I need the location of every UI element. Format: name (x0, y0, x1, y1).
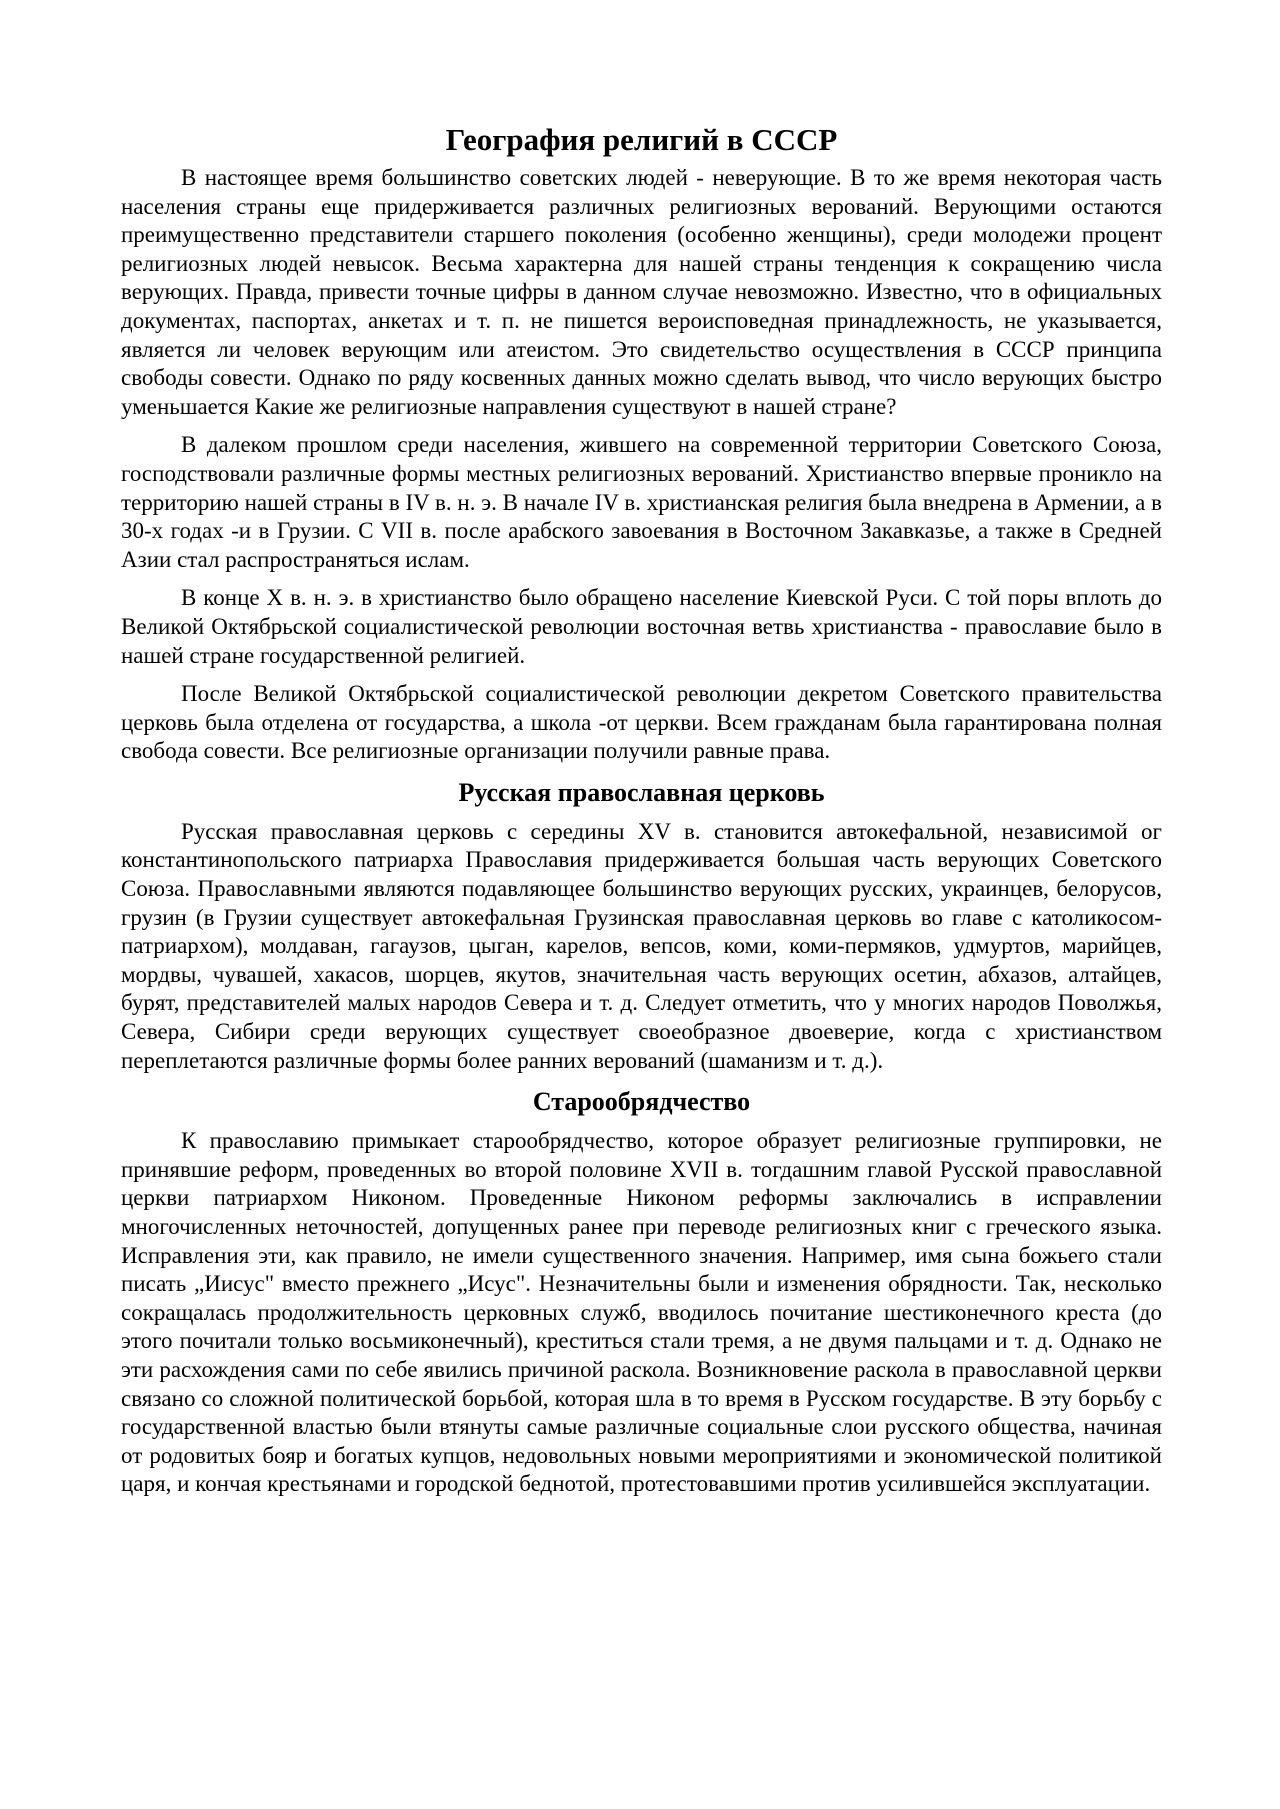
section-paragraph-old-believers: К православию примыкает старообрядчество, которое образует религиозные группировки, не принявшие реформ, проведенных во второй половине XVII в. тогдашним главой Русской православной церкви патриархом Никоном. Проведенные Никоном реформы заключались в исправлении многочисленных неточностей, допущенных ранее при переводе религиозных книг с греческого языка. Исправления эти, как правило, не имели существенного значения. Например, имя сына божьего стали писать „Иисус" вместо прежнего „Исус". Незначительны были и изменения обрядности. Так, несколько сокращалась продолжительность церковных служб, вводилось почитание шестиконечного креста (до этого почитали только восьмиконечный), креститься стали тремя, а не двумя пальцами и т. д. Однако не эти расхождения сами по себе явились причиной раскола. Возникновение раскола в православной церкви связано со сложной политической борьбой, которая шла в то время в Русском государстве. В эту борьбу с государственной властью были втянуты самые различные социальные слои русского общества, начиная от родовитых бояр и богатых купцов, недовольных новыми мероприятиями и экономической политикой царя, и кончая крестьянами и городской беднотой, протестовавшими против усилившейся эксплуатации. (121, 1128, 1162, 1497)
section-paragraph-orthodox-church: Русская православная церковь с середины XV в. становится автокефальной, независимой ог константинопольского патриарха Православия придерживается большая часть верующих Советского Союза. Православными являются подавляющее большинство верующих русских, украинцев, белорусов, грузин (в Грузии существует автокефальная Грузинская православная церковь во главе с католикосом-патриархом), молдаван, гагаузов, цыган, карелов, вепсов, коми, коми-пермяков, удмуртов, марийцев, мордвы, чувашей, хакасов, шорцев, якутов, значительная часть верующих осетин, абхазов, алтайцев, бурят, представителей малых народов Севера и т. д. Следует отметить, что у многих народов Поволжья, Севера, Сибири среди верующих существует своеобразное двоеверие, когда с христианством переплетаются различные формы более ранних верований (шаманизм и т. д.). (121, 818, 1162, 1073)
document-title: География религий в СССР (445, 122, 838, 157)
intro-paragraph-2: В далеком прошлом среди населения, жившего на современной территории Советского Союза, господствовали различные формы местных религиозных верований. Христианство впервые проникло на территорию нашей страны в IV в. н. э. В начале IV в. христианская религия была внедрена в Армении, а в 30-х годах -и в Грузии. С VII в. после арабского завоевания в Восточном Закавказье, а также в Средней Азии стал распространяться ислам. (121, 432, 1162, 572)
section-heading-orthodox-church: Русская православная церковь (458, 777, 825, 807)
intro-paragraph-4: После Великой Октябрьской социалистической революции декретом Советского правительства церковь была отделена от государства, а школа -от церкви. Всем гражданам была гарантирована полная свобода совести. Все религиозные организации получили равные права. (121, 681, 1162, 764)
section-heading-old-believers: Старообрядчество (532, 1087, 751, 1117)
intro-paragraph-1: В настоящее время большинство советских людей - неверующие. В то же время некоторая часть населения страны еще придерживается различных религиозных верований. Верующими остаются преимущественно представители старшего поколения (особенно женщины), среди молодежи процент религиозных людей невысок. Весьма характерна для нашей страны тенденция к сокращению числа верующих. Правда, привести точные цифры в данном случае невозможно. Известно, что в официальных документах, паспортах, анкетах и т. п. не пишется вероисповедная принадлежность, не указывается, является ли человек верующим или атеистом. Это свидетельство осуществления в СССР принципа свободы совести. Однако по ряду косвенных данных можно сделать вывод, что число верующих быстро уменьшается Какие же религиозные направления существуют в нашей стране? (121, 165, 1162, 419)
intro-paragraph-3: В конце Х в. н. э. в христианство было обращено население Киевской Руси. С той поры вплоть до Великой Октябрьской социалистической революции восточная ветвь христианства - православие было в нашей стране государственной религией. (121, 585, 1162, 668)
document-page (121, 120, 1162, 1509)
